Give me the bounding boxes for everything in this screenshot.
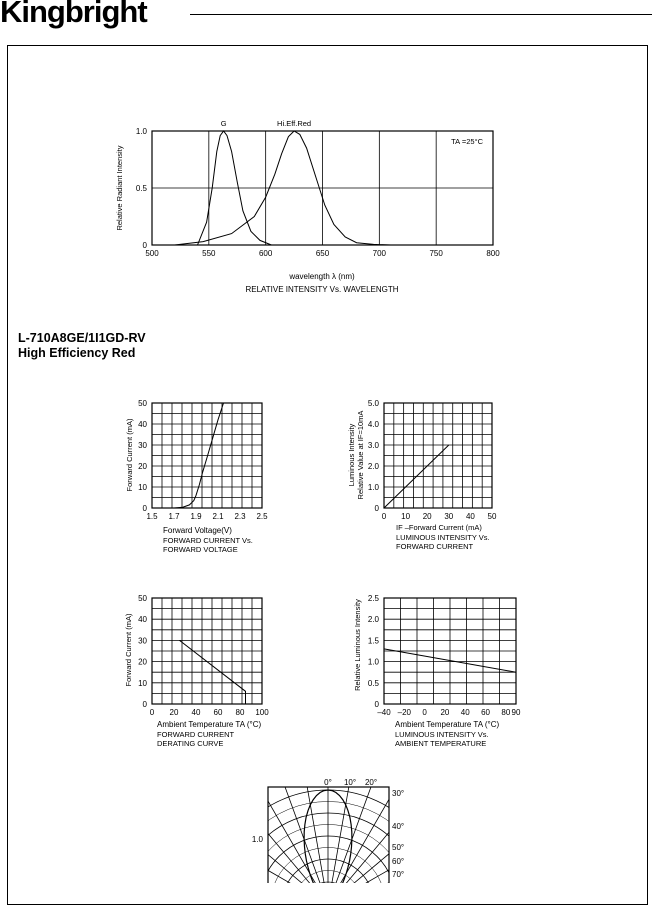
y-axis-label: Relative Radiant Intensity: [115, 145, 124, 231]
chart-title: RELATIVE INTENSITY Vs. WAVELENGTH: [245, 285, 399, 294]
angle-label: 50°: [392, 843, 405, 852]
y-axis-label: Forward Current (mA): [125, 418, 134, 492]
x-tick-label: 1.5: [146, 512, 158, 521]
angle-label: 40°: [392, 822, 405, 831]
x-axis-label: Forward Voltage(V): [163, 526, 232, 535]
y-tick-label: 1.0: [367, 657, 379, 667]
x-tick-label: 0: [381, 512, 387, 521]
y-tick-label: 2.0: [367, 462, 379, 471]
x-tick-label: 0: [149, 708, 155, 717]
polar-radial: [328, 870, 525, 883]
y-tick-label: 20: [138, 657, 147, 667]
angle-label: 60°: [392, 857, 405, 866]
x-tick-label: 600: [258, 249, 273, 258]
y-tick-label: 30: [138, 441, 147, 450]
x-axis-label: IF –Forward Current (mA): [396, 523, 482, 532]
brand-logo: Kingbright: [0, 0, 147, 29]
temperature-annotation: TA =25°C: [451, 137, 483, 146]
y-tick-label: 5.0: [367, 399, 379, 408]
angle-label: 10°: [343, 778, 357, 787]
chart-title: FORWARD CURRENT Vs.: [163, 536, 253, 545]
y-tick-label: 40: [138, 615, 147, 625]
x-tick-label: 60: [481, 708, 490, 717]
polar-radial: [328, 837, 516, 883]
x-axis-label: wavelength λ (nm): [289, 272, 355, 281]
x-axis-label: Ambient Temperature TA (°C): [395, 720, 500, 729]
x-tick-label: 50: [487, 512, 497, 521]
y-tick-label: 10: [138, 483, 147, 492]
x-tick-label: 2.1: [212, 512, 224, 521]
x-tick-label: 1.7: [168, 512, 180, 521]
x-tick-label: 80: [235, 708, 245, 717]
x-tick-label: –20: [397, 708, 411, 717]
polar-radial: [140, 837, 328, 883]
x-tick-label: 10: [401, 512, 411, 521]
angle-label: 0°: [324, 778, 332, 787]
radial-label: 1.0: [251, 835, 263, 844]
y-axis-label: Luminous Intensity: [347, 423, 356, 487]
x-tick-label: –40: [377, 708, 391, 717]
polar-radial: [328, 717, 396, 883]
x-tick-label: 20: [422, 512, 432, 521]
y-tick-label: 10: [138, 678, 147, 688]
chart-subtitle: AMBIENT TEMPERATURE: [395, 739, 487, 748]
polar-radial: [328, 732, 428, 883]
series-label: Hi.Eff.Red: [277, 119, 312, 128]
angle-label: 30°: [392, 789, 405, 798]
y-tick-label: 0.5: [135, 184, 147, 193]
x-tick-label: 800: [486, 249, 500, 258]
y-axis-label: Relative Luminous Intensity: [353, 599, 362, 691]
y-tick-label: 0: [142, 241, 147, 250]
y-tick-label: 4.0: [367, 420, 379, 429]
chart-title: LUMINOUS INTENSITY Vs.: [395, 730, 489, 739]
y-tick-label: 20: [138, 462, 147, 471]
angle-label: 70°: [392, 870, 405, 879]
x-tick-label: 650: [315, 249, 330, 258]
y-tick-label: 2.0: [367, 615, 379, 625]
x-tick-label: 550: [202, 249, 216, 258]
y-tick-label: 1.0: [135, 127, 147, 136]
y-tick-label: 0: [374, 504, 379, 513]
y-tick-label: 1.5: [367, 636, 379, 646]
x-tick-label: 60: [213, 708, 223, 717]
x-tick-label: 20: [440, 708, 450, 717]
y-axis-label: Forward Current (mA): [124, 613, 133, 687]
x-tick-label: 2.5: [256, 512, 268, 521]
x-tick-label: 100: [255, 708, 269, 717]
chart-title: LUMINOUS INTENSITY Vs.: [396, 533, 490, 542]
x-tick-label: 500: [145, 249, 159, 258]
series-label: G: [220, 119, 227, 128]
y-tick-label: 0: [374, 700, 379, 709]
y-tick-label: 3.0: [367, 441, 379, 450]
x-tick-label: 30: [444, 512, 454, 521]
chart-subtitle: FORWARD CURRENT: [396, 542, 474, 551]
y-tick-label: 30: [138, 636, 147, 646]
x-tick-label: 1.9: [190, 512, 202, 521]
y-axis-label-2: Relative Value at IF=10mA: [356, 410, 365, 500]
part-number: L-710A8GE/1I1GD-RV: [18, 331, 146, 345]
x-axis-label: Ambient Temperature TA (°C): [157, 720, 262, 729]
product-description: High Efficiency Red: [18, 346, 136, 360]
polar-radial: [260, 717, 328, 883]
y-tick-label: 0: [142, 700, 147, 709]
x-tick-label: 0: [422, 708, 427, 717]
y-tick-label: 40: [138, 420, 147, 429]
chart-subtitle: FORWARD VOLTAGE: [163, 545, 238, 554]
x-tick-label: 90: [511, 708, 521, 717]
x-tick-label: 20: [169, 708, 179, 717]
chart-title: FORWARD CURRENT: [157, 730, 235, 739]
x-tick-label: 80: [501, 708, 511, 717]
polar-radial: [131, 870, 328, 883]
y-tick-label: 2.5: [367, 594, 379, 603]
chart-subtitle: DERATING CURVE: [157, 739, 224, 748]
y-tick-label: 0.5: [367, 678, 379, 688]
x-tick-label: 700: [372, 249, 387, 258]
x-tick-label: 40: [191, 708, 201, 717]
x-tick-label: 2.3: [234, 512, 246, 521]
x-tick-label: 40: [460, 708, 470, 717]
x-tick-label: 750: [429, 249, 443, 258]
y-tick-label: 1.0: [367, 483, 379, 492]
polar-radial: [228, 732, 328, 883]
y-tick-label: 50: [138, 399, 147, 408]
angle-label: 20°: [364, 778, 378, 787]
y-tick-label: 0: [142, 504, 147, 513]
x-tick-label: 40: [465, 512, 475, 521]
y-tick-label: 50: [138, 594, 147, 603]
